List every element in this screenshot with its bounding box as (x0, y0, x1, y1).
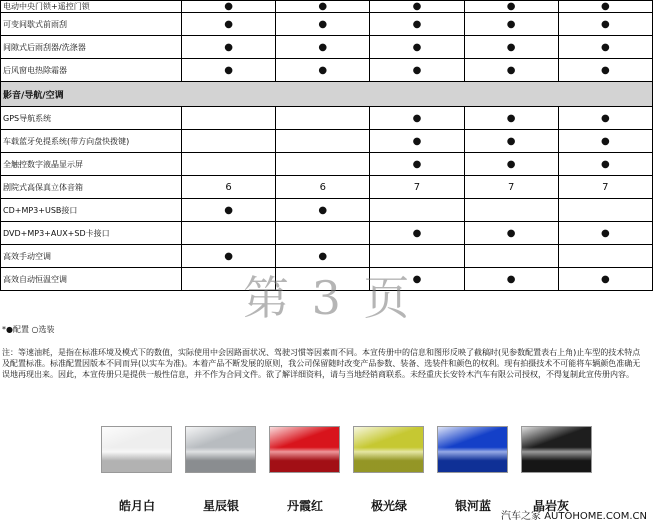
feature-value: ● (558, 1, 652, 13)
feature-value: ● (464, 222, 558, 245)
feature-label: 电动中央门锁+遥控门锁 (1, 1, 182, 13)
feature-value: ● (558, 13, 652, 36)
feature-value: ● (464, 1, 558, 13)
feature-value: ● (370, 13, 464, 36)
feature-value (370, 199, 464, 222)
feature-value: ● (276, 13, 370, 36)
feature-value: ● (464, 36, 558, 59)
feature-value (182, 153, 276, 176)
page-watermark: 第 3 页 (243, 271, 414, 325)
color-name-white: 皓月白 (118, 499, 155, 513)
feature-value (558, 199, 652, 222)
feature-value: ● (558, 222, 652, 245)
feature-label: 全触控数字液晶显示屏 (1, 153, 182, 176)
feature-value: ● (464, 153, 558, 176)
feature-value: ● (464, 107, 558, 130)
color-name-gray: 晶岩灰 (532, 499, 569, 513)
feature-value: ● (182, 245, 276, 268)
feature-label: 高效手动空调 (1, 245, 182, 268)
feature-value: ● (182, 1, 276, 13)
feature-label: 高效自动恒温空调 (1, 268, 182, 291)
section-header-row (1, 82, 653, 107)
feature-value: 6 (182, 176, 276, 199)
feature-label: 间隙式后雨刮器/洗涤器 (1, 36, 182, 59)
feature-value: ● (370, 222, 464, 245)
feature-value (276, 130, 370, 153)
feature-label: DVD+MP3+AUX+SD卡接口 (1, 222, 182, 245)
spec-row (1, 36, 653, 59)
spec-row (1, 176, 653, 199)
legend: *●配置 ○选装 (2, 325, 55, 334)
feature-label: 剧院式高保真立体音箱 (1, 176, 182, 199)
color-swatch-blue (437, 426, 508, 473)
color-swatch-silver (185, 426, 256, 473)
feature-value: ● (464, 268, 558, 291)
feature-value: 7 (558, 176, 652, 199)
feature-label: 车载蓝牙免提系统(带方向盘快拨键) (1, 130, 182, 153)
spec-row (1, 153, 653, 176)
feature-value (558, 245, 652, 268)
feature-value: ● (370, 1, 464, 13)
color-swatch-green (353, 426, 424, 473)
feature-value (276, 153, 370, 176)
spec-row (1, 199, 653, 222)
feature-label: GPS导航系统 (1, 107, 182, 130)
feature-value (276, 107, 370, 130)
disclaimer-note: 注：等速油耗，是指在标准环境及模式下的数值，实际使用中会因路面状况、驾驶习惯等因素而不同。本宣传册中的信息和图形反映了截稿时(见参数配置表右上角)止车型的技术特点及配置标准。标准配置因版本不同而异(以实车为准)。本着产品不断发展的原则，我公司保留随时改变产品参数、装备、选装件和颜色的权利。现有拍摄技术不可能将车辆颜色准确无误地再现出来。因此，本宣传册只是提供一般性信息，并不作为合同文件。欲了解详细资料，请与当地经销商联系。未经重庆长安铃木汽车有限公司授权，不得复制此宣传册内容。 (2, 348, 641, 379)
color-swatch-white (101, 426, 172, 473)
feature-value (182, 222, 276, 245)
feature-value: 7 (370, 176, 464, 199)
color-swatch-red (269, 426, 340, 473)
feature-value: ● (558, 36, 652, 59)
feature-value: ● (182, 59, 276, 82)
feature-value: ● (464, 130, 558, 153)
color-swatch-gray (521, 426, 592, 473)
color-name-green: 极光绿 (370, 499, 407, 513)
feature-value: ● (558, 59, 652, 82)
feature-value: 7 (464, 176, 558, 199)
feature-value: ● (464, 13, 558, 36)
feature-value: ● (370, 107, 464, 130)
feature-value: ● (276, 59, 370, 82)
feature-value: ● (182, 13, 276, 36)
feature-value: ● (182, 36, 276, 59)
feature-value (464, 199, 558, 222)
feature-value (276, 222, 370, 245)
feature-value: ● (370, 130, 464, 153)
source-credit: 汽车之家 AUTOHOME.COM.CN (501, 511, 647, 522)
spec-row (1, 13, 653, 36)
section-title: 影音/导航/空调 (1, 82, 653, 107)
feature-value: ● (370, 36, 464, 59)
feature-value: ● (558, 130, 652, 153)
spec-row (1, 130, 653, 153)
feature-value: ● (182, 199, 276, 222)
feature-value: 6 (276, 176, 370, 199)
feature-label: CD+MP3+USB接口 (1, 199, 182, 222)
feature-value: ● (276, 199, 370, 222)
feature-label: 后风窗电热除霜器 (1, 59, 182, 82)
feature-value: ● (464, 59, 558, 82)
feature-value: ● (558, 107, 652, 130)
feature-value: ● (276, 245, 370, 268)
feature-value (464, 245, 558, 268)
feature-value: ● (370, 153, 464, 176)
feature-value: ● (276, 1, 370, 13)
feature-value: ● (558, 153, 652, 176)
feature-value: ● (370, 59, 464, 82)
feature-value (182, 130, 276, 153)
spec-row (1, 59, 653, 82)
feature-value: ● (370, 268, 464, 291)
spec-row (1, 222, 653, 245)
color-name-red: 丹霞红 (286, 499, 323, 513)
feature-value (182, 107, 276, 130)
feature-label: 可变间歇式前雨刮 (1, 13, 182, 36)
feature-value: ● (276, 36, 370, 59)
feature-value: ● (558, 268, 652, 291)
spec-row (1, 1, 653, 13)
color-name-silver: 星辰银 (202, 499, 239, 513)
spec-row (1, 107, 653, 130)
color-name-blue: 银河蓝 (454, 499, 491, 513)
